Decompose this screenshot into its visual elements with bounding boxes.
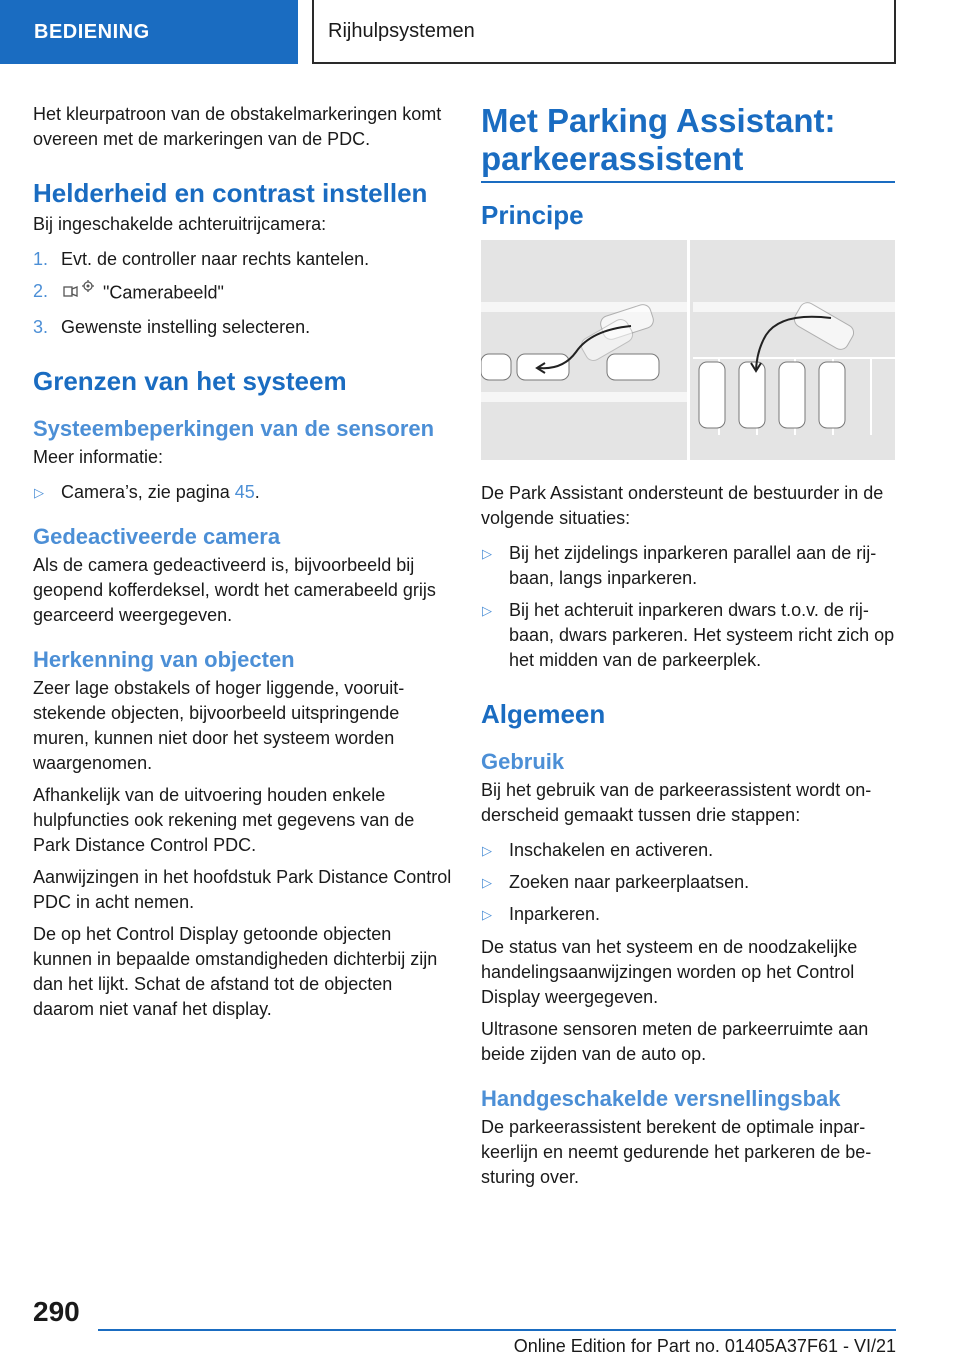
recognition-heading: Herkenning van objecten	[33, 647, 295, 672]
recognition-paragraph: Afhankelijk van de uitvoering houden enkele hulpfuncties ook rekening met gegevens van de Park Distance Control PDC.	[33, 785, 415, 855]
deactivated-heading: Gedeactiveerde camera	[33, 524, 281, 549]
section-title: Met Parking Assistant: parkeerassistent	[481, 102, 836, 177]
recognition-paragraph: De op het Control Display getoonde objecten kunnen in bepaalde omstandigheden dichterbij zijn dan het lijkt. Schat de afstand tot de objecten daarom niet vanaf het display.	[33, 924, 438, 1019]
list-item: ▷ Bij het achteruit inparkeren dwars t.o.v. de rij- baan, dwars parkeren. Het systeem richt zich op het midden van de parkeerplek.	[482, 600, 895, 670]
right-column	[481, 102, 901, 1197]
principle-text: De Park Assistant ondersteunt de bestuurder in de volgende situaties:	[481, 483, 884, 528]
brightness-steps	[33, 247, 453, 340]
general-heading: Algemeen	[481, 699, 606, 729]
edition-note: Online Edition for Part no. 01405A37F61 - VI/21	[513, 1336, 896, 1356]
more-info: Meer informatie:	[33, 447, 164, 467]
page-number: 290	[33, 1296, 80, 1327]
list-item: ▷ Zoeken naar parkeerplaatsen.	[481, 870, 901, 895]
triangle-bullet-icon: ▷	[482, 603, 492, 618]
triangle-bullet-icon: ▷	[482, 875, 492, 890]
triangle-bullet-icon: ▷	[482, 907, 492, 922]
use-paragraph: De status van het systeem en de noodzakelijke handelingsaanwijzingen worden op het Control Display weergegeven.	[481, 937, 858, 1007]
manual-text: De parkeerassistent berekent de optimale inpar- keerlijn en neemt gedurende het parkeren de be- sturing over.	[481, 1117, 872, 1187]
brightness-intro: Bij ingeschakelde achteruitrijcamera:	[33, 214, 327, 234]
chapter-label: Rijhulpsystemen	[328, 19, 475, 42]
manual-heading: Handgeschakelde versnellingsbak	[481, 1086, 841, 1111]
list-item: ▷ Inparkeren.	[481, 902, 901, 927]
deactivated-text: Als de camera gedeactiveerd is, bijvoorbeeld bij geopend kofferdeksel, wordt het camerabeeld grijs gearceerd weergegeven.	[33, 555, 436, 625]
use-heading: Gebruik	[481, 749, 565, 774]
step-item: 3. Gewenste instelling selecteren.	[33, 317, 311, 337]
header-chapter-tab	[312, 0, 896, 64]
list-item: ▷ Camera’s, zie pagina 45.	[33, 480, 453, 505]
triangle-bullet-icon: ▷	[482, 546, 492, 561]
parking-illustration	[481, 240, 895, 460]
footer-rule	[98, 1329, 896, 1331]
camera-settings-icon	[61, 279, 99, 308]
brightness-heading: Helderheid en contrast instellen	[33, 178, 428, 208]
use-paragraph: Ultrasone sensoren meten de parkeerruimte aan beide zijden van de auto op.	[481, 1019, 869, 1064]
title-rule	[481, 181, 895, 183]
intro-paragraph: Het kleurpatroon van de obstakelmarkeringen komt overeen met de markeringen van de PDC.	[33, 104, 442, 149]
sensor-heading: Systeembeperkingen van de sensoren	[33, 416, 435, 441]
reference-list	[33, 480, 453, 505]
principle-heading: Principe	[481, 200, 584, 230]
page-link[interactable]: 45	[234, 482, 255, 502]
use-list	[481, 838, 901, 927]
section-label: BEDIENING	[34, 20, 150, 43]
use-text: Bij het gebruik van de parkeerassistent wordt on- derscheid gemaakt tussen drie stappen:	[481, 780, 872, 825]
recognition-paragraph: Aanwijzingen in het hoofdstuk Park Distance Control PDC in acht nemen.	[33, 867, 452, 912]
header-section-tab	[0, 0, 298, 64]
recognition-paragraph: Zeer lage obstakels of hoger liggende, vooruit- stekende objecten, bijvoorbeeld uitspringende muren, kunnen niet door het systeem worden waargenomen.	[33, 678, 405, 773]
step-item: 2. "Camerabeeld"	[33, 279, 453, 308]
triangle-bullet-icon: ▷	[34, 485, 44, 500]
left-column	[33, 102, 453, 1029]
step-item: 1. Evt. de controller naar rechts kantelen.	[33, 249, 370, 269]
list-item: ▷ Bij het zijdelings inparkeren parallel aan de rij- baan, langs inparkeren.	[482, 543, 877, 588]
principle-list	[481, 541, 901, 673]
list-item: ▷ Inschakelen en activeren.	[481, 838, 901, 863]
limits-heading: Grenzen van het systeem	[33, 366, 347, 396]
triangle-bullet-icon: ▷	[482, 843, 492, 858]
